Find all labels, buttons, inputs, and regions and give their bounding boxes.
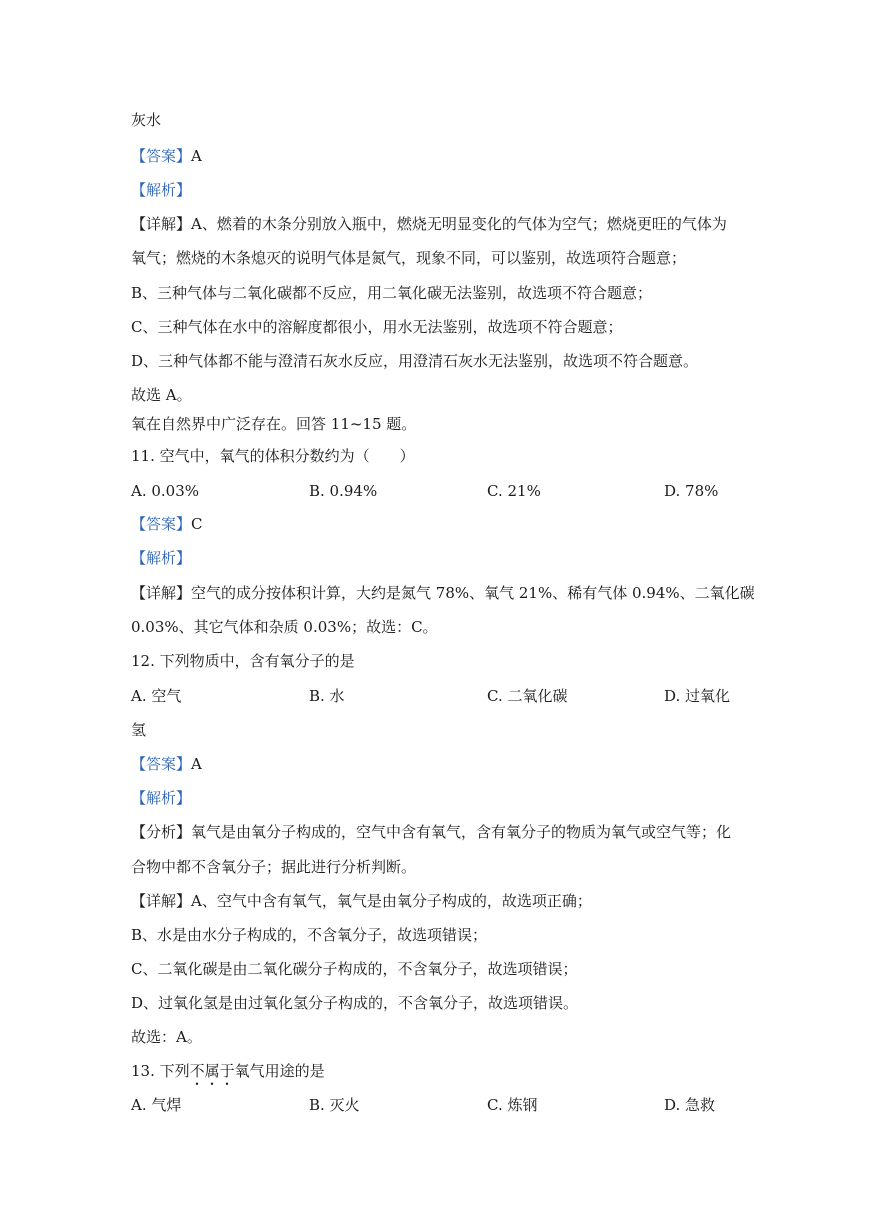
- emphasis-text: 不属于: [189, 1062, 235, 1080]
- explanation-line: B、水是由水分子构成的，不含氧分子，故选项错误；: [131, 926, 488, 944]
- option-c: C. 二氧化碳: [487, 687, 568, 705]
- explanation-line: 【分析】氧气是由氧分子构成的，空气中含有氧气，含有氧分子的物质为氧气或空气等；化: [131, 823, 732, 841]
- question-text: 13. 下列: [131, 1062, 190, 1080]
- explanation-line: C、三种气体在水中的溶解度都很小，用水无法鉴别，故选项不符合题意；: [131, 318, 623, 336]
- question-12: 12. 下列物质中，含有氧分子的是: [131, 652, 355, 670]
- option-a: A. 空气: [131, 687, 182, 705]
- option-d: D. 过氧化: [664, 687, 731, 705]
- option-b: B. 灭火: [309, 1096, 360, 1114]
- option-b: B. 水: [309, 687, 345, 705]
- conclusion-line: 故选：A。: [131, 1028, 202, 1046]
- explanation-line: B、三种气体与二氧化碳都不反应，用二氧化碳无法鉴别，故选项不符合题意；: [131, 284, 653, 302]
- explanation-line: 【详解】空气的成分按体积计算，大约是氮气 78%、氧气 21%、稀有气体 0.94%、二氧化碳: [131, 584, 755, 602]
- answer-line-q11: [131, 514, 203, 534]
- question-text: 氧气用途的是: [234, 1062, 325, 1080]
- option-wrap: 氢: [131, 721, 147, 739]
- explanation-line: 氧气；燃烧的木条熄灭的说明气体是氮气，现象不同，可以鉴别，故选项符合题意；: [131, 249, 687, 267]
- explanation-line: 【详解】A、燃着的木条分别放入瓶中，燃烧无明显变化的气体为空气；燃烧更旺的气体为: [131, 215, 727, 233]
- option-c: C. 炼钢: [487, 1096, 538, 1114]
- option-a: A. 0.03%: [131, 482, 200, 500]
- answer-value: C: [191, 515, 203, 533]
- option-a: A. 气焊: [131, 1096, 182, 1114]
- answer-value: A: [191, 147, 202, 165]
- question-11: 11. 空气中，氧气的体积分数约为（ ）: [131, 447, 415, 465]
- answer-tag: 【答案】: [131, 515, 192, 533]
- answer-line-q10: [131, 146, 202, 166]
- explanation-line: D、三种气体都不能与澄清石灰水反应，用澄清石灰水无法鉴别，故选项不符合题意。: [131, 352, 699, 370]
- question-13: [131, 1061, 325, 1089]
- conclusion-line: 故选 A。: [131, 386, 192, 404]
- explanation-line: 0.03%、其它气体和杂质 0.03%；故选：C。: [131, 618, 438, 636]
- option-d: D. 78%: [664, 482, 719, 500]
- explanation-line: 【详解】A、空气中含有氧气，氧气是由氧分子构成的，故选项正确；: [131, 892, 592, 910]
- explanation-line: D、过氧化氢是由过氧化氢分子构成的，不含氧分子，故选项错误。: [131, 994, 579, 1012]
- explanation-line: 合物中都不含氧分子；据此进行分析判断。: [131, 858, 417, 876]
- explanation-line: C、二氧化碳是由二氧化碳分子构成的，不含氧分子，故选项错误；: [131, 960, 578, 978]
- analysis-tag-q10: 【解析】: [131, 181, 192, 199]
- option-c: C. 21%: [487, 482, 541, 500]
- analysis-tag-q11: 【解析】: [131, 549, 192, 567]
- answer-tag: 【答案】: [131, 147, 192, 165]
- answer-value: A: [191, 755, 202, 773]
- option-b: B. 0.94%: [309, 482, 378, 500]
- analysis-tag-q12: 【解析】: [131, 789, 192, 807]
- answer-line-q12: [131, 754, 202, 774]
- answer-tag: 【答案】: [131, 755, 192, 773]
- text-line: 灰水: [131, 111, 162, 129]
- section-intro: 氧在自然界中广泛存在。回答 11~15 题。: [131, 415, 417, 433]
- option-d: D. 急救: [664, 1096, 716, 1114]
